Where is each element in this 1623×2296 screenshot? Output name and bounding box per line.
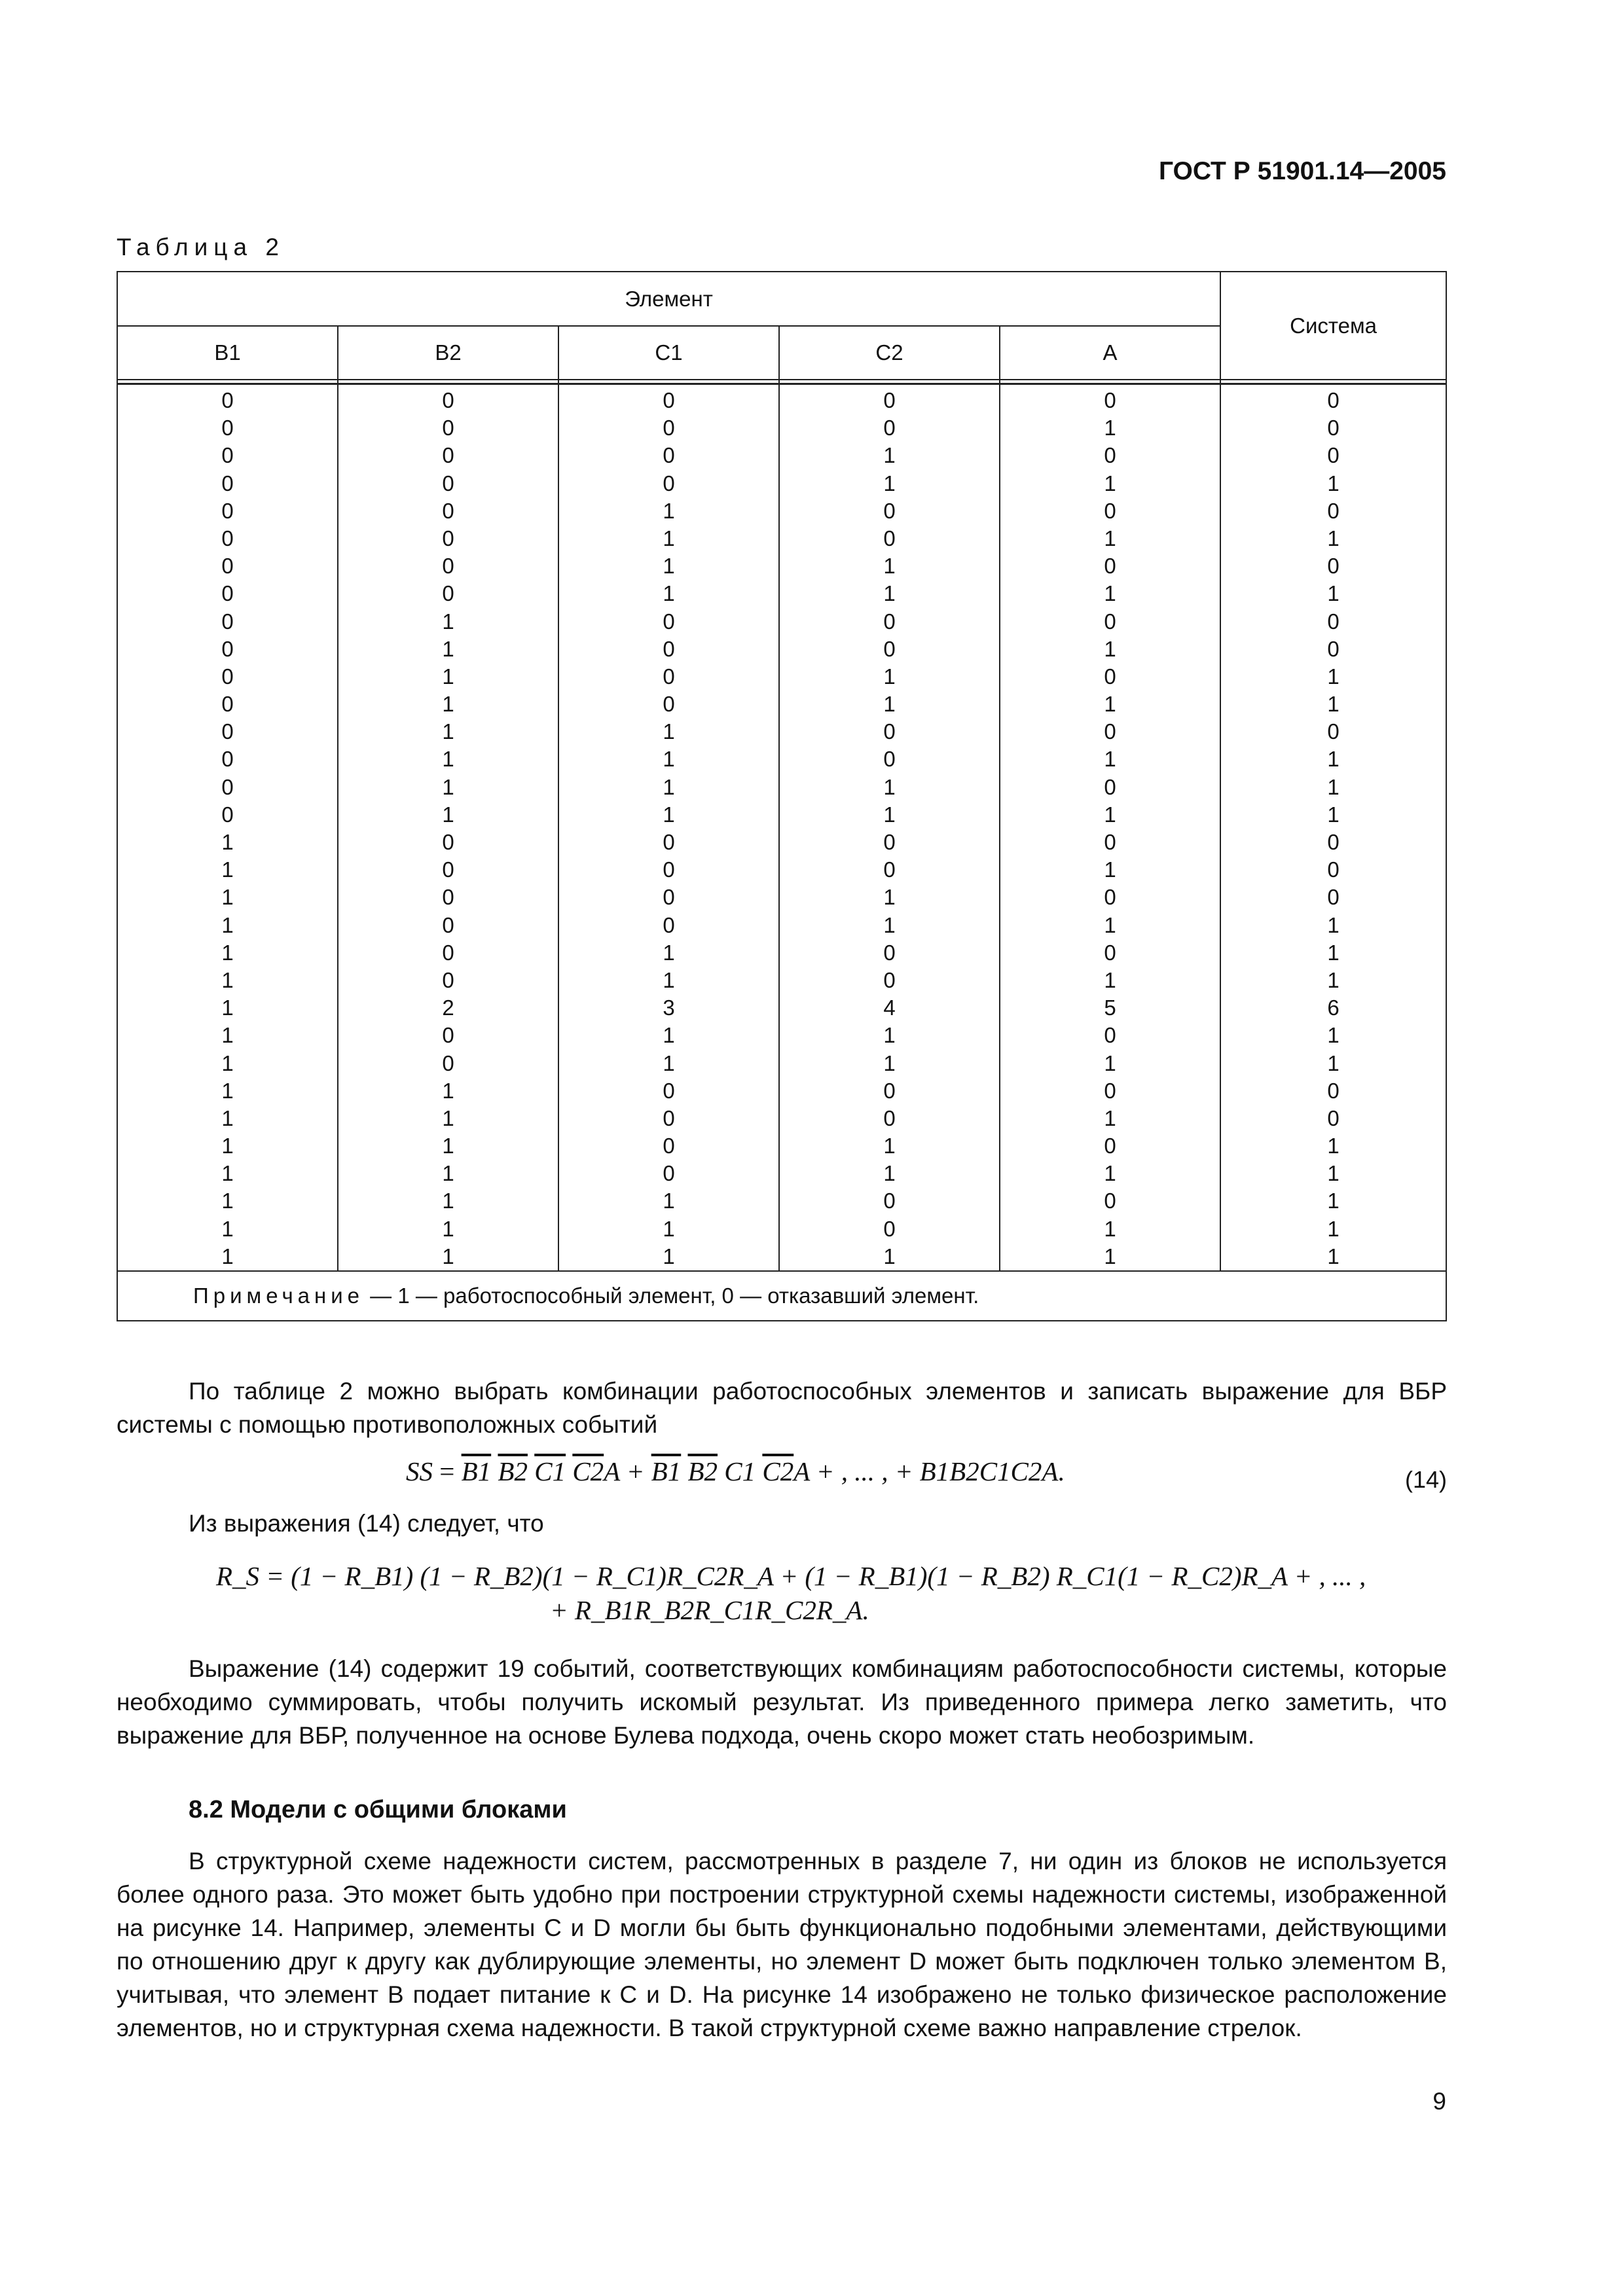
table-cell: 0 (1327, 857, 1340, 882)
table-cell: 0 (663, 1105, 675, 1130)
table-cell: 1 (663, 1216, 675, 1241)
table-cell: 1 (1327, 1189, 1340, 1213)
table-cell: 1 (221, 996, 234, 1020)
formula-term: C2 (572, 1456, 604, 1486)
table-cell: 0 (221, 747, 234, 772)
paragraph-1-text: По таблице 2 можно выбрать комбинации работоспособных элементов и записать выражение для ВБР системы с помощью противоположных событий (117, 1378, 1447, 1438)
table-cell: 1 (442, 1244, 454, 1268)
table-cell: 1 (663, 719, 675, 744)
table-cell: 0 (1327, 388, 1340, 412)
table-cell: 1 (663, 1189, 675, 1213)
section-heading: 8.2 Модели с общими блоками (189, 1796, 567, 1823)
table-cell: 0 (883, 526, 896, 550)
table-cell: 0 (1104, 1189, 1116, 1213)
table-cell: 0 (883, 498, 896, 523)
table-cell: 1 (442, 774, 454, 799)
table-cell: 0 (221, 416, 234, 440)
table-cell: 1 (1104, 857, 1116, 882)
table-cell: 1 (221, 857, 234, 882)
table-cell: 0 (1327, 1078, 1340, 1103)
table-cell: 1 (221, 1078, 234, 1103)
table-cell: 0 (663, 388, 675, 412)
paragraph-3-text: Выражение (14) содержит 19 событий, соответствующих комбинациям работоспособности системы, которые необходимо суммировать, чтобы получить искомый результат. Из приведенного примера легко заметить, что выражение для ВБР, полученное на основе Булева подхода, очень скоро может стать необозримым. (117, 1655, 1447, 1749)
table-cell: 1 (1327, 912, 1340, 937)
table-cell: 0 (1104, 719, 1116, 744)
table-cell: 0 (442, 1023, 454, 1048)
table-cell: 2 (442, 996, 454, 1020)
table-cell: 1 (442, 719, 454, 744)
table-cell: 0 (442, 554, 454, 579)
table-cell: 6 (1327, 996, 1340, 1020)
table-cell: 0 (221, 526, 234, 550)
formula-term: B1 (651, 1456, 682, 1486)
formula-term: C1 (718, 1456, 763, 1486)
table-cell: 3 (663, 996, 675, 1020)
table-cell: 1 (1104, 581, 1116, 606)
column-header-b2: В2 (338, 326, 558, 380)
table-cell: 1 (1327, 581, 1340, 606)
table-cell: 1 (1104, 692, 1116, 717)
table-cell: 1 (1104, 416, 1116, 440)
table-cell: 1 (1327, 1023, 1340, 1048)
table-cell: 5 (1104, 996, 1116, 1020)
formula-rs-line-2: + R_B1R_B2R_C1R_C2R_A. (550, 1595, 869, 1625)
table-cell: 1 (442, 1134, 454, 1158)
table-cell: 0 (663, 857, 675, 882)
column-values-c2 (779, 384, 1000, 1272)
table-cell: 0 (663, 912, 675, 937)
formula-term: C2 (762, 1456, 794, 1486)
table-cell: 0 (663, 609, 675, 634)
column-values-system (1220, 384, 1446, 1272)
table-cell: 1 (1104, 967, 1116, 992)
table-cell: 1 (221, 940, 234, 965)
table-cell: 1 (663, 967, 675, 992)
table-cell: 0 (221, 774, 234, 799)
table-cell: 0 (442, 498, 454, 523)
note-text: — 1 — работоспособный элемент, 0 — отказавший элемент. (364, 1283, 979, 1308)
document-code: ГОСТ Р 51901.14—2005 (1158, 157, 1446, 185)
table-cell: 0 (442, 526, 454, 550)
table-cell: 0 (221, 664, 234, 689)
table-cell: 1 (442, 1078, 454, 1103)
table-cell: 1 (883, 664, 896, 689)
table-cell: 1 (442, 1189, 454, 1213)
table-cell: 1 (221, 1023, 234, 1048)
table-cell: 1 (442, 609, 454, 634)
table-cell: 1 (442, 664, 454, 689)
note-label: Примечание (193, 1283, 365, 1308)
table-cell: 0 (1327, 498, 1340, 523)
system-header: Система (1220, 272, 1446, 380)
table-cell: 1 (221, 1050, 234, 1075)
table-cell: 1 (1327, 664, 1340, 689)
table-cell: 0 (221, 636, 234, 661)
table-cell: 0 (663, 1078, 675, 1103)
table-cell: 1 (663, 1050, 675, 1075)
table-cell: 0 (883, 1078, 896, 1103)
table-cell: 1 (883, 692, 896, 717)
table-cell: 1 (883, 1161, 896, 1186)
table-cell: 0 (883, 609, 896, 634)
table-cell: 0 (883, 719, 896, 744)
table-cell: 0 (221, 581, 234, 606)
table-cell: 1 (221, 830, 234, 854)
paragraph-2-text: Из выражения (14) следует, что (189, 1510, 544, 1537)
table-cell: 0 (1104, 554, 1116, 579)
formula-ss: SS (406, 1456, 433, 1486)
table-cell: 1 (1327, 1216, 1340, 1241)
table-cell: 0 (663, 830, 675, 854)
table-cell: 1 (442, 747, 454, 772)
paragraph-4-text: В структурной схеме надежности систем, рассмотренных в разделе 7, ни один из блоков не используется более одного раза. Это может быть удобно при построении структурной схемы надежности системы, изображенной на рисунке 14. Например, элементы C и D могли бы быть функционально подобными элементами, действующими по отношению друг к другу как дублирующие элементы, но элемент D может быть подключен только элементом B, учитывая, что элемент B подает питание к C и D. На рисунке 14 изображено не только физическое расположение элементов, но и структурная схема надежности. В такой структурной схеме важно направление стрелок. (117, 1848, 1447, 2041)
table-cell: 0 (663, 664, 675, 689)
table-cell: 0 (442, 471, 454, 495)
formula-rs-line-1: R_S = (1 − R_B1) (1 − R_B2)(1 − R_C1)R_C2R_A + (1 − R_B1)(1 − R_B2) R_C1(1 − R_C2)R_A + , ... , (216, 1561, 1366, 1591)
table-cell: 1 (221, 1216, 234, 1241)
table-cell: 1 (883, 1050, 896, 1075)
table-cell: 0 (883, 1189, 896, 1213)
table-cell: 0 (442, 1050, 454, 1075)
table-cell: 1 (663, 940, 675, 965)
table-cell: 0 (1104, 1134, 1116, 1158)
table-cell: 1 (663, 802, 675, 827)
table-cell: 1 (883, 471, 896, 495)
table-cell: 1 (883, 1244, 896, 1268)
table-cell: 1 (1327, 1134, 1340, 1158)
table-cell: 1 (442, 802, 454, 827)
table-cell: 1 (1104, 526, 1116, 550)
formula-term: A + (604, 1456, 651, 1486)
table-cell: 0 (663, 1134, 675, 1158)
formula-term: B2 (687, 1456, 718, 1486)
table-cell: 1 (663, 1244, 675, 1268)
table-cell: 1 (1327, 967, 1340, 992)
table-cell: 0 (663, 471, 675, 495)
table-cell: 0 (663, 416, 675, 440)
column-header-c1: С1 (558, 326, 779, 380)
table-cell: 0 (221, 609, 234, 634)
table-cell: 1 (883, 802, 896, 827)
paragraph-4 (117, 1844, 1447, 2045)
table-cell: 1 (663, 747, 675, 772)
table-cell: 0 (1104, 664, 1116, 689)
page-number: 9 (1432, 2088, 1446, 2115)
table-cell: 0 (1104, 1023, 1116, 1048)
table-cell: 1 (442, 692, 454, 717)
table-cell: 1 (1104, 1244, 1116, 1268)
column-values-c1 (558, 384, 779, 1272)
table-cell: 0 (663, 636, 675, 661)
table-cell: 1 (1104, 1105, 1116, 1130)
table-cell: 0 (883, 967, 896, 992)
table-cell: 0 (1327, 719, 1340, 744)
table-cell: 0 (1327, 443, 1340, 468)
table-cell: 1 (1104, 1216, 1116, 1241)
table-cell: 0 (663, 885, 675, 910)
table-cell: 1 (663, 498, 675, 523)
table-cell: 0 (883, 747, 896, 772)
table-cell: 1 (221, 885, 234, 910)
table-cell: 0 (442, 885, 454, 910)
column-values-b1 (117, 384, 338, 1272)
truth-table (117, 271, 1447, 1321)
table-cell: 1 (1104, 471, 1116, 495)
table-cell: 0 (1104, 885, 1116, 910)
table-cell: 0 (221, 802, 234, 827)
table-cell: 1 (221, 1244, 234, 1268)
table-cell: 1 (1327, 526, 1340, 550)
table-cell: 0 (883, 1105, 896, 1130)
table-cell: 0 (442, 940, 454, 965)
table-cell: 1 (221, 1105, 234, 1130)
table-cell: 1 (1104, 1050, 1116, 1075)
table-cell: 1 (1104, 912, 1116, 937)
table-cell: 0 (663, 692, 675, 717)
table-cell: 1 (883, 581, 896, 606)
table-cell: 0 (221, 443, 234, 468)
table-cell: 0 (442, 581, 454, 606)
table-cell: 1 (221, 967, 234, 992)
table-cell: 0 (221, 719, 234, 744)
table-cell: 0 (221, 692, 234, 717)
table-cell: 1 (221, 912, 234, 937)
equation-number: (14) (1404, 1466, 1447, 1493)
table-cell: 0 (883, 388, 896, 412)
table-cell: 1 (1327, 692, 1340, 717)
table-cell: 1 (1104, 747, 1116, 772)
table-cell: 1 (1327, 802, 1340, 827)
column-header-a: А (1000, 326, 1220, 380)
paragraph-3 (117, 1652, 1447, 1752)
table-cell: 0 (1327, 416, 1340, 440)
table-cell: 0 (1104, 609, 1116, 634)
table-cell: 0 (442, 967, 454, 992)
table-cell: 0 (1104, 940, 1116, 965)
table-cell: 1 (1327, 940, 1340, 965)
table-cell: 0 (442, 912, 454, 937)
table-caption: Таблица 2 (117, 234, 285, 260)
table-cell: 0 (442, 830, 454, 854)
table-cell: 1 (663, 554, 675, 579)
table-cell: 1 (1104, 636, 1116, 661)
table-cell: 0 (442, 857, 454, 882)
table-cell: 0 (1104, 443, 1116, 468)
table-cell: 1 (1327, 747, 1340, 772)
table-cell: 0 (1327, 636, 1340, 661)
element-group-header: Элемент (117, 272, 1220, 326)
table-cell: 1 (883, 443, 896, 468)
table-cell: 0 (221, 471, 234, 495)
table-cell: 0 (883, 830, 896, 854)
table-cell: 0 (1104, 388, 1116, 412)
table-cell: 1 (221, 1134, 234, 1158)
table-cell: 0 (1104, 830, 1116, 854)
table-cell: 1 (883, 1134, 896, 1158)
formula-equals: = (433, 1456, 462, 1486)
table-cell: 1 (442, 1216, 454, 1241)
table-cell: 0 (1327, 1105, 1340, 1130)
formula-term: C1 (534, 1456, 566, 1486)
table-cell: 1 (1327, 1050, 1340, 1075)
table-cell: 0 (442, 416, 454, 440)
table-cell: 1 (442, 1105, 454, 1130)
table-cell: 1 (883, 554, 896, 579)
table-cell: 1 (221, 1189, 234, 1213)
table-cell: 0 (663, 443, 675, 468)
table-cell: 0 (883, 636, 896, 661)
column-values-a (1000, 384, 1220, 1272)
table-cell: 1 (883, 1023, 896, 1048)
table-cell: 0 (883, 416, 896, 440)
table-cell: 0 (1104, 1078, 1116, 1103)
table-cell: 1 (883, 912, 896, 937)
table-cell: 0 (1327, 609, 1340, 634)
table-cell: 0 (221, 498, 234, 523)
table-cell: 1 (663, 1023, 675, 1048)
table-cell: 0 (221, 554, 234, 579)
table-cell: 0 (1327, 885, 1340, 910)
table-cell: 0 (883, 857, 896, 882)
column-header-b1: В1 (117, 326, 338, 380)
table-cell: 1 (883, 885, 896, 910)
table-cell: 1 (1327, 1161, 1340, 1186)
table-cell: 0 (1104, 774, 1116, 799)
table-cell: 0 (1327, 830, 1340, 854)
table-cell: 1 (221, 1161, 234, 1186)
table-cell: 1 (663, 526, 675, 550)
table-cell: 0 (1327, 554, 1340, 579)
paragraph-1 (117, 1374, 1447, 1441)
column-values-b2 (338, 384, 558, 1272)
column-header-c2: С2 (779, 326, 1000, 380)
table-cell: 1 (1327, 471, 1340, 495)
table-note (117, 1271, 1446, 1321)
table-cell: 1 (663, 581, 675, 606)
table-cell: 1 (1327, 1244, 1340, 1268)
formula-14 (406, 1456, 1065, 1487)
table-cell: 0 (1104, 498, 1116, 523)
paragraph-2 (117, 1507, 1447, 1540)
formula-term: B1 (461, 1456, 492, 1486)
table-cell: 1 (1104, 802, 1116, 827)
table-cell: 0 (883, 1216, 896, 1241)
table-cell: 1 (442, 1161, 454, 1186)
table-cell: 0 (442, 443, 454, 468)
table-cell: 1 (663, 774, 675, 799)
table-cell: 1 (883, 774, 896, 799)
table-cell: 1 (1104, 1161, 1116, 1186)
table-cell: 0 (663, 1161, 675, 1186)
table-cell: 0 (442, 388, 454, 412)
table-cell: 0 (221, 388, 234, 412)
formula-term: A + , ... , + B1B2C1C2A. (793, 1456, 1065, 1486)
table-cell: 1 (442, 636, 454, 661)
table-cell: 1 (1327, 774, 1340, 799)
formula-term: B2 (498, 1456, 528, 1486)
table-cell: 4 (883, 996, 896, 1020)
table-cell: 0 (883, 940, 896, 965)
